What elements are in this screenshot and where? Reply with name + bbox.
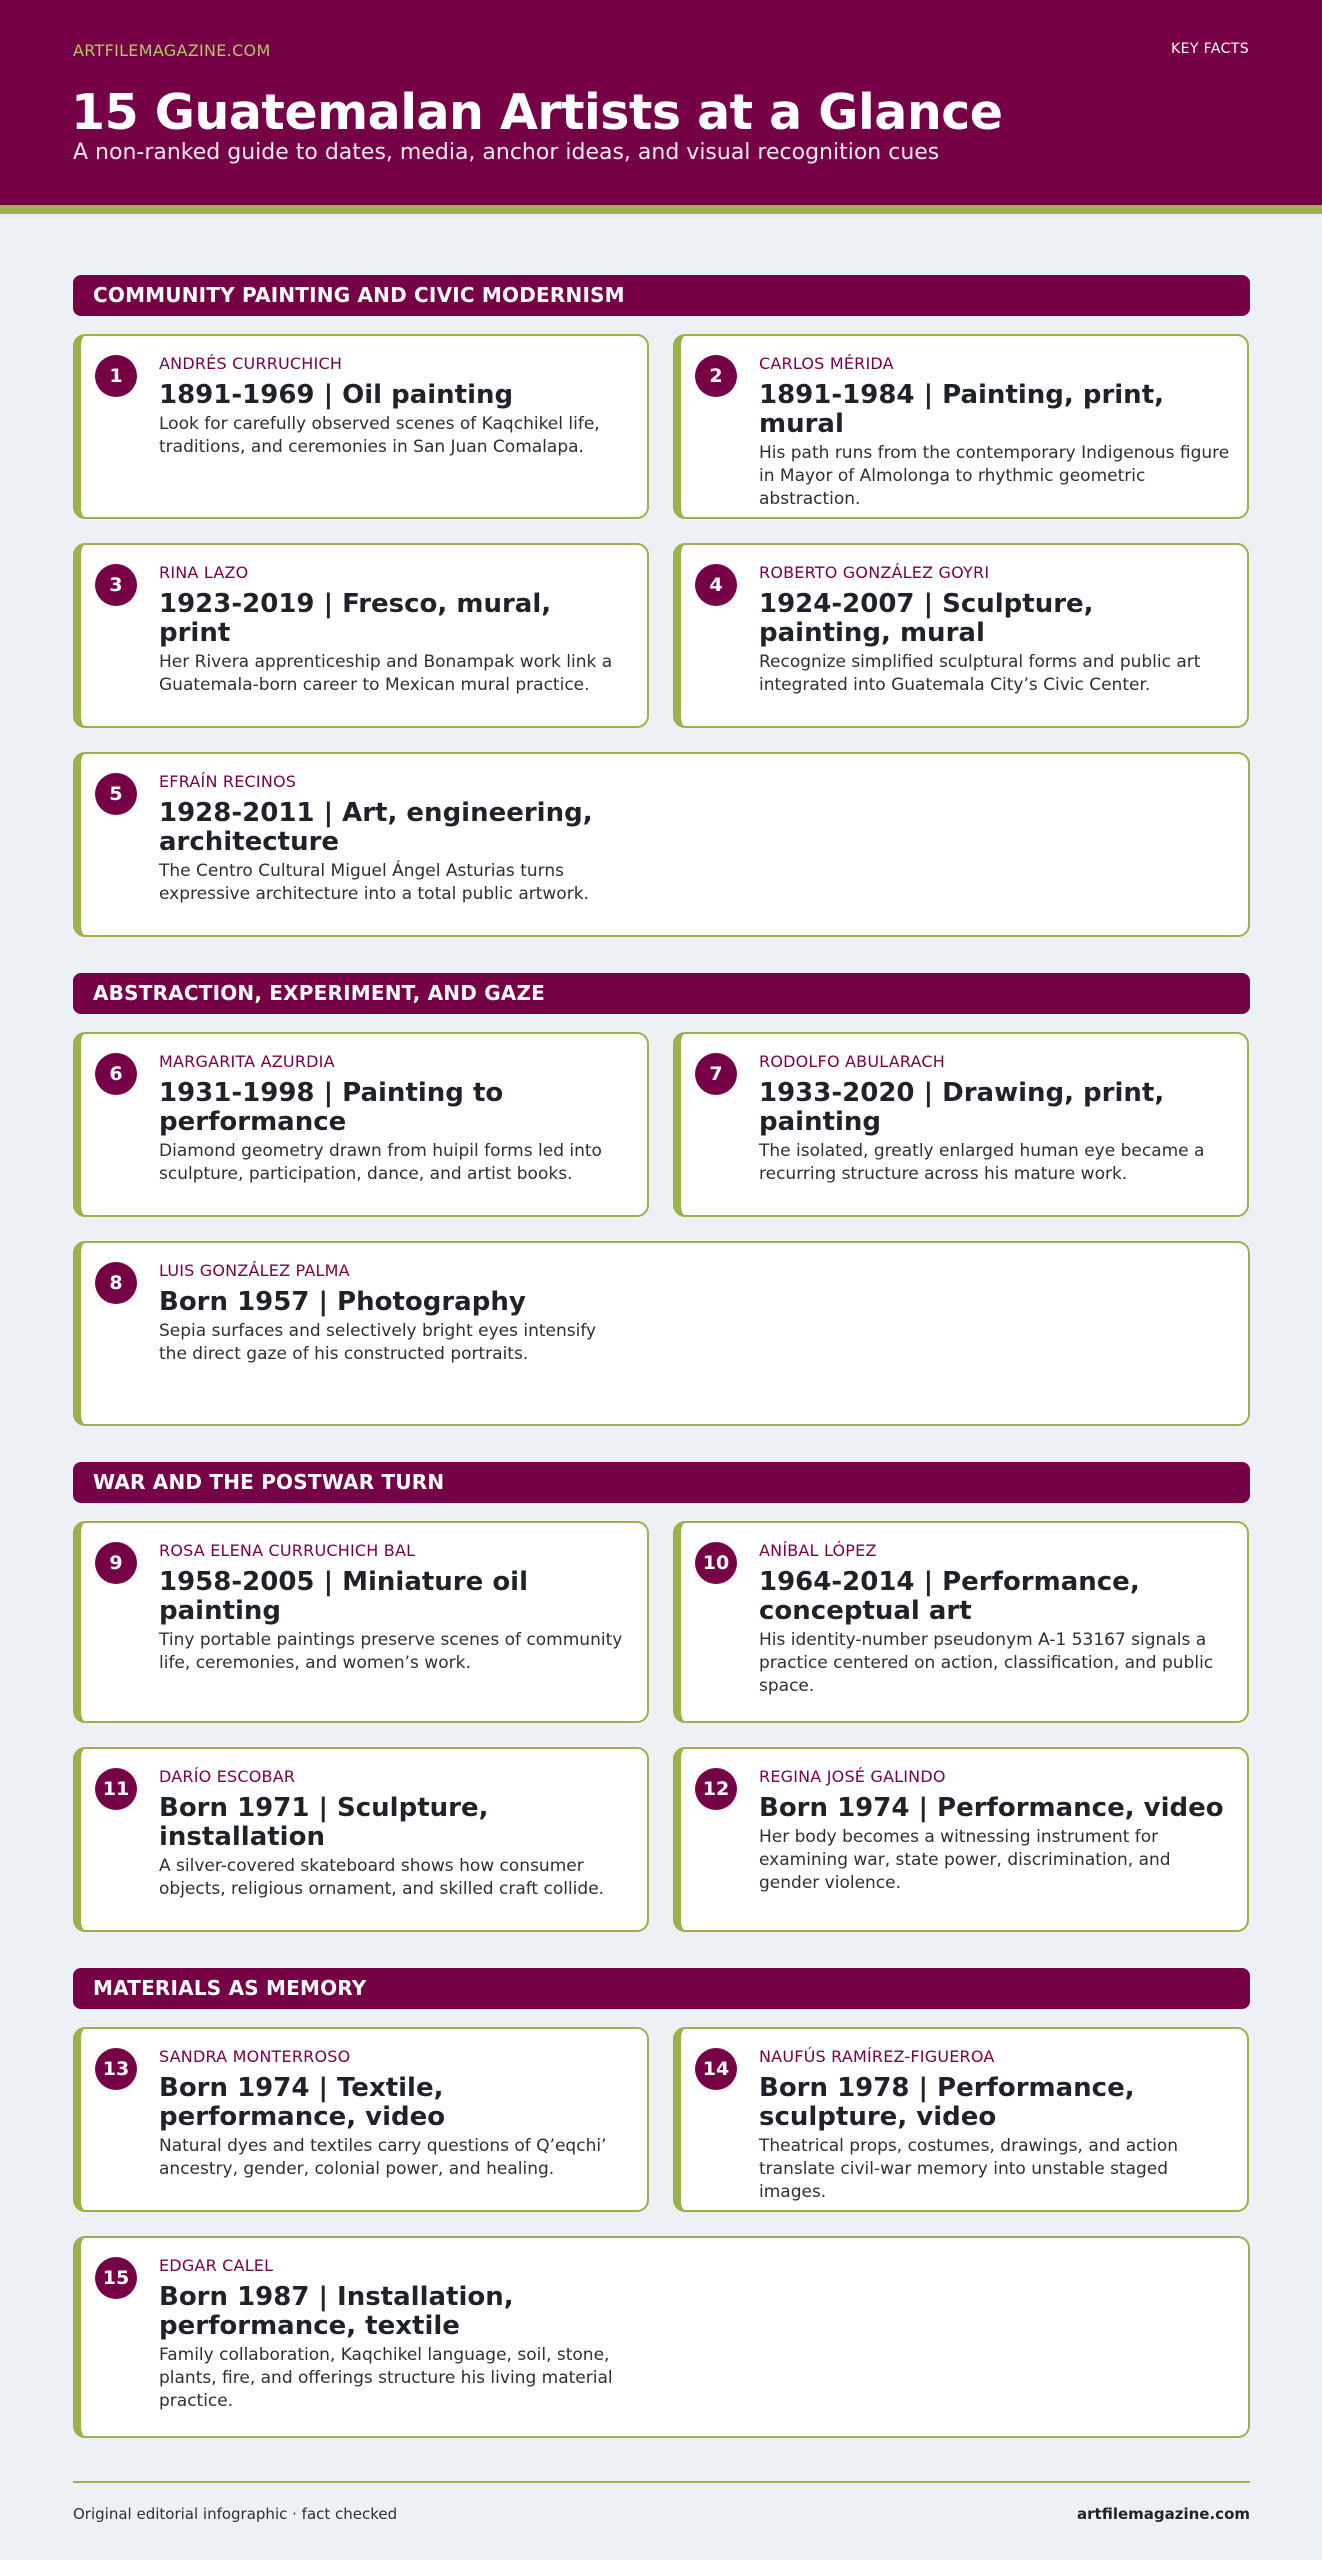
artist-card xyxy=(673,1747,1249,1932)
artist-name: ANDRÉS CURRUCHICH xyxy=(159,354,343,373)
artist-description: Her body becomes a witnessing instrument for examining war, state power, discrimination, and gender violence. xyxy=(759,1827,1171,1893)
artist-description: The Centro Cultural Miguel Ángel Asturias turns expressive architecture into a total public artwork. xyxy=(159,861,589,904)
artist-name: EFRAÍN RECINOS xyxy=(159,772,297,791)
artist-name: SANDRA MONTERROSO xyxy=(159,2047,351,2066)
artist-name: RODOLFO ABULARACH xyxy=(759,1052,946,1071)
artist-number-badge: 5 xyxy=(95,773,137,815)
artist-card xyxy=(73,1521,649,1723)
artist-name: ROBERTO GONZÁLEZ GOYRI xyxy=(759,563,990,582)
artist-dates-media: Born 1987 | Installation, performance, textile xyxy=(159,2282,514,2341)
section-heading: ABSTRACTION, EXPERIMENT, AND GAZE xyxy=(73,973,1250,1014)
artist-number-badge: 13 xyxy=(95,2048,137,2090)
artist-description: Look for carefully observed scenes of Kaqchikel life, traditions, and ceremonies in San Juan Comalapa. xyxy=(159,414,600,457)
artist-name: CARLOS MÉRIDA xyxy=(759,354,894,373)
artist-description: Tiny portable paintings preserve scenes of community life, ceremonies, and women’s work. xyxy=(159,1630,623,1673)
artist-number-badge: 11 xyxy=(95,1768,137,1810)
artist-name: DARÍO ESCOBAR xyxy=(159,1767,296,1786)
artist-number-badge: 8 xyxy=(95,1262,137,1304)
artist-dates-media: 1964-2014 | Performance, conceptual art xyxy=(759,1567,1140,1626)
artist-dates-media: 1958-2005 | Miniature oil painting xyxy=(159,1567,529,1626)
artist-description: Natural dyes and textiles carry questions of Q’eqchi’ ancestry, gender, colonial power, and healing. xyxy=(159,2136,607,2179)
artist-dates-media: 1931-1998 | Painting to performance xyxy=(159,1078,504,1137)
artist-card xyxy=(73,1032,649,1217)
artist-number-badge: 7 xyxy=(695,1053,737,1095)
artist-description: Family collaboration, Kaqchikel language, soil, stone, plants, fire, and offerings structure his living material practice. xyxy=(159,2345,613,2411)
footer-site-link[interactable]: artfilemagazine.com xyxy=(1077,2505,1250,2523)
artist-number-badge: 10 xyxy=(695,1542,737,1584)
artist-dates-media: 1891-1984 | Painting, print, mural xyxy=(759,380,1164,439)
artist-card xyxy=(673,1032,1249,1217)
artist-name: ROSA ELENA CURRUCHICH BAL xyxy=(159,1541,416,1560)
artist-card xyxy=(73,334,649,519)
artist-name: NAUFÚS RAMÍREZ-FIGUEROA xyxy=(759,2047,995,2066)
footer-note: Original editorial infographic · fact checked xyxy=(73,2505,398,2523)
brand-name: ARTFILEMAGAZINE.COM xyxy=(73,41,271,60)
artist-card xyxy=(73,2236,1250,2438)
artist-dates-media: Born 1978 | Performance, sculpture, video xyxy=(759,2073,1135,2132)
footer-divider xyxy=(73,2481,1250,2483)
artist-card xyxy=(673,2027,1249,2212)
artist-card xyxy=(73,752,1250,937)
artist-dates-media: Born 1974 | Performance, video xyxy=(759,1793,1224,1823)
artist-description: Recognize simplified sculptural forms and public art integrated into Guatemala City’s Civic Center. xyxy=(759,652,1201,695)
key-facts-label: KEY FACTS xyxy=(1171,41,1249,57)
artist-description: The isolated, greatly enlarged human eye became a recurring structure across his mature work. xyxy=(759,1141,1205,1184)
page-header xyxy=(0,0,1322,214)
artist-name: ANÍBAL LÓPEZ xyxy=(759,1541,877,1560)
artist-card xyxy=(73,1747,649,1932)
artist-dates-media: 1933-2020 | Drawing, print, painting xyxy=(759,1078,1165,1137)
artist-dates-media: Born 1957 | Photography xyxy=(159,1287,526,1317)
section-heading: COMMUNITY PAINTING AND CIVIC MODERNISM xyxy=(73,275,1250,316)
artist-number-badge: 2 xyxy=(695,355,737,397)
artist-dates-media: 1891-1969 | Oil painting xyxy=(159,380,514,410)
artist-description: Sepia surfaces and selectively bright eyes intensify the direct gaze of his constructed portraits. xyxy=(159,1321,597,1364)
artist-description: A silver-covered skateboard shows how consumer objects, religious ornament, and skilled craft collide. xyxy=(159,1856,605,1899)
artist-number-badge: 14 xyxy=(695,2048,737,2090)
artist-card xyxy=(73,2027,649,2212)
artist-dates-media: 1928-2011 | Art, engineering, architecture xyxy=(159,798,593,857)
artist-card xyxy=(673,543,1249,728)
artist-number-badge: 4 xyxy=(695,564,737,606)
page-title: 15 Guatemalan Artists at a Glance xyxy=(71,84,1003,141)
artist-description: His path runs from the contemporary Indigenous figure in Mayor of Almolonga to rhythmic geometric abstraction. xyxy=(759,443,1230,509)
artist-name: RINA LAZO xyxy=(159,563,249,582)
artist-card xyxy=(73,543,649,728)
artist-dates-media: 1924-2007 | Sculpture, painting, mural xyxy=(759,589,1094,648)
artist-number-badge: 1 xyxy=(95,355,137,397)
artist-description: His identity-number pseudonym A-1 53167 signals a practice centered on action, classification, and public space. xyxy=(759,1630,1214,1696)
page-subtitle: A non-ranked guide to dates, media, anchor ideas, and visual recognition cues xyxy=(73,140,940,165)
artist-name: LUIS GONZÁLEZ PALMA xyxy=(159,1261,350,1280)
artist-description: Diamond geometry drawn from huipil forms led into sculpture, participation, dance, and artist books. xyxy=(159,1141,602,1184)
artist-name: REGINA JOSÉ GALINDO xyxy=(759,1767,946,1786)
artist-number-badge: 12 xyxy=(695,1768,737,1810)
artist-name: MARGARITA AZURDIA xyxy=(159,1052,335,1071)
artist-description: Her Rivera apprenticeship and Bonampak work link a Guatemala-born career to Mexican mural practice. xyxy=(159,652,613,695)
section-heading: WAR AND THE POSTWAR TURN xyxy=(73,1462,1250,1503)
section-heading: MATERIALS AS MEMORY xyxy=(73,1968,1250,2009)
artist-card xyxy=(673,334,1249,519)
artist-name: EDGAR CALEL xyxy=(159,2256,274,2275)
artist-description: Theatrical props, costumes, drawings, and action translate civil-war memory into unstable staged images. xyxy=(759,2136,1179,2202)
artist-number-badge: 3 xyxy=(95,564,137,606)
artist-number-badge: 6 xyxy=(95,1053,137,1095)
artist-number-badge: 9 xyxy=(95,1542,137,1584)
artist-dates-media: Born 1971 | Sculpture, installation xyxy=(159,1793,489,1852)
artist-dates-media: Born 1974 | Textile, performance, video xyxy=(159,2073,446,2132)
artist-number-badge: 15 xyxy=(95,2257,137,2299)
artist-card xyxy=(673,1521,1249,1723)
artist-card xyxy=(73,1241,1250,1426)
artist-dates-media: 1923-2019 | Fresco, mural, print xyxy=(159,589,552,648)
